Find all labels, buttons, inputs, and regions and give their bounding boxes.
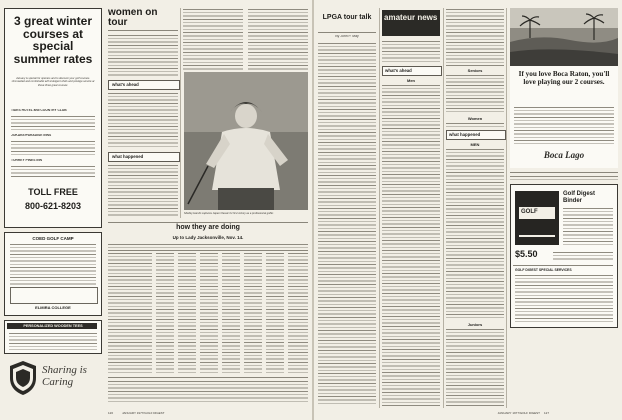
club-tides: TIDES HOTEL and COUNTRY CLUB — [11, 109, 67, 112]
photo-caption: Shelley Hamlin captures Japan Classic for first victory as a professional golfer. — [184, 212, 274, 215]
binder-ad — [510, 184, 618, 328]
how-they-are-doing-title: how they are doing — [176, 224, 240, 231]
boca-raton-ad — [510, 8, 618, 168]
amateur-men-heading: Men — [407, 78, 415, 83]
amateur-whats-ahead-label: what's ahead — [385, 67, 412, 73]
standings-table-title: Up to Lady Jacksonville, Nov. 14. — [172, 235, 244, 240]
winter-courses-title: 3 great winter courses at special summer rates — [13, 14, 93, 66]
winter-courses-body: January is special for openers and to discover your golf courses. Uncrowded and comfortable with indulgent chefs and prestige service at these three great courses: — [11, 77, 95, 87]
lpga-byline: By John P. May — [335, 35, 359, 38]
what-happened-label: what happened — [112, 153, 144, 159]
toll-free-label: TOLL FREE — [28, 187, 78, 197]
boca-lago-logo: Boca Lago — [543, 150, 585, 160]
coed-camp-ad — [4, 232, 102, 316]
amateur-seniors-heading: Seniors — [467, 68, 483, 73]
amateur-women-heading: Women — [467, 116, 483, 121]
toll-free-phone[interactable]: 800-621-8203 — [24, 201, 82, 211]
coed-camp-title: COED GOLF CAMP — [32, 236, 74, 241]
amateur-juniors-heading: Juniors — [467, 322, 483, 327]
winter-courses-ad — [4, 8, 102, 228]
shelley-hamlin-photo — [184, 72, 308, 210]
binder-price: $5.50 — [515, 249, 538, 259]
sharing-tagline: Sharing is Caring — [42, 364, 87, 388]
right-issue-line: JANUARY 1977/GOLF DIGEST — [497, 412, 540, 415]
women-on-tour-header: women on tour — [108, 7, 158, 28]
standings-table — [108, 243, 308, 375]
page-gutter — [312, 0, 314, 420]
binder-title: Golf Digest Binder — [563, 191, 596, 204]
coed-form-box[interactable] — [10, 287, 98, 304]
amateur-what-happened-label: what happened — [449, 131, 481, 137]
club-jokake: JOKAKE/PARADISE INNS — [11, 134, 52, 137]
wooden-tees-title: PERSONALIZED WOODEN TEES — [23, 323, 83, 328]
wooden-tees-ad — [4, 320, 102, 354]
elmira-college: ELMIRA COLLEGE — [35, 305, 71, 310]
whats-ahead-label: what's ahead — [112, 81, 139, 87]
binder-order-title: GOLF DIGEST SPECIAL SERVICES — [515, 268, 572, 272]
boca-headline: If you love Boca Raton, you'll love playing our 2 courses. — [518, 70, 610, 86]
boca-course-photo — [510, 8, 618, 66]
right-page-number: 127 — [544, 412, 550, 415]
amateur-men2-heading: MEN — [470, 142, 480, 147]
left-page-number: 126 — [108, 412, 114, 415]
lpga-tour-talk-title: LPGA tour talk — [322, 14, 372, 21]
binder-image: GOLF — [515, 191, 559, 245]
salvation-army-ad — [4, 356, 100, 412]
salvation-shield-icon — [8, 360, 38, 396]
amateur-news-title: amateur news — [384, 13, 438, 22]
club-torrey: TORREY PINES INN — [11, 159, 43, 162]
left-issue-line: JANUARY 1977/GOLF DIGEST — [122, 412, 165, 415]
